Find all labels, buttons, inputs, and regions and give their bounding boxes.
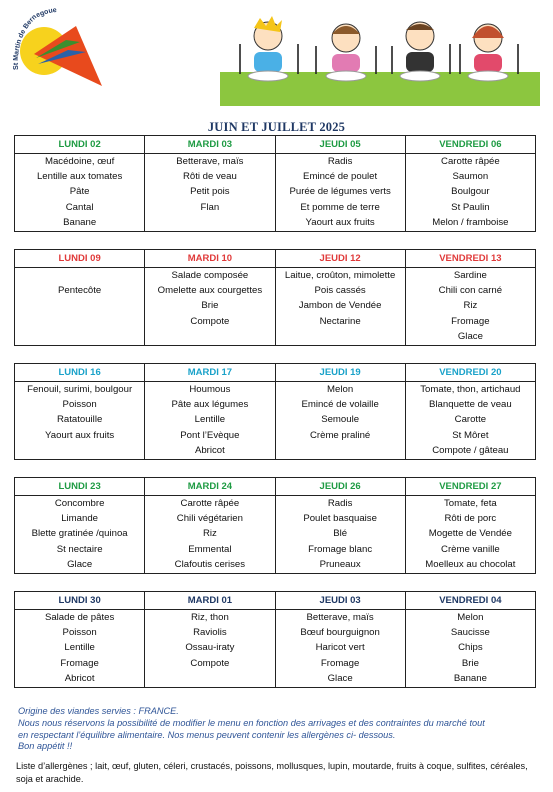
day-menu-cell [145,610,275,688]
school-logo [6,6,126,94]
menu-item: Fromage [451,315,490,327]
menu-item: Carotte râpée [180,498,240,509]
menu-item: Pâte aux légumes [171,399,249,411]
week-menu-row [15,610,536,688]
menu-item: St nectaire [56,543,103,555]
week-header-row [15,136,536,154]
menu-item: Lentille [64,642,95,654]
menu-item: Emmental [188,543,232,555]
menu-item: Emincé de poulet [303,171,378,183]
day-menu-cell [15,268,145,346]
menu-item: Rôti de porc [444,513,497,525]
menu-item: Limande [61,513,99,525]
day-header: VENDREDI 13 [405,250,535,268]
menu-item: Pruneaux [319,558,361,570]
day-header: LUNDI 02 [15,136,145,154]
menu-item: Crème praliné [309,429,371,441]
menu-item: Lentille aux tomates [36,171,123,183]
menu-item: Emincé de volaille [301,399,379,411]
menu-item: Crème vanille [441,543,500,555]
menu-item: Rôti de veau [182,171,237,183]
day-header: MARDI 03 [145,136,275,154]
reserve-note-line2: en respectant l’équilibre alimentaire. Nos menus peuvent contenir les allergènes ci- dessous. [18,729,396,740]
day-menu-cell [15,496,145,574]
kid-2 [326,24,366,81]
menu-item: Moelleux au chocolat [425,558,516,570]
logo-text: St Martin de Bernegoue [12,6,58,71]
menu-item: Mogette de Vendée [428,528,512,540]
week-table [14,363,536,460]
menu-item: Fromage [320,657,360,669]
menu-item: Fromage [60,657,99,669]
footer-notes [18,706,538,753]
week-table [14,477,536,574]
week-menu-row [15,382,536,460]
menu-item: Tomate, feta [443,498,497,509]
menu-item: Sardine [453,270,487,281]
day-header: MARDI 10 [145,250,275,268]
menu-item: Glace [457,330,483,342]
menu-item: Abricot [194,444,225,456]
menu-item: Petit pois [190,186,230,198]
menu-item: Banane [63,216,97,228]
week-table [14,249,536,346]
day-menu-cell [275,154,405,232]
menu-item: Riz [463,300,478,312]
menu-item: Salade de pâtes [44,612,115,623]
day-menu-cell [405,268,535,346]
day-menu-cell [275,268,405,346]
day-header: VENDREDI 04 [405,592,535,610]
menu-item: Semoule [321,414,360,426]
menu-item: Clafoutis cerises [174,558,246,570]
menu-item: Ossau-iraty [185,642,235,654]
week-menu-row [15,268,536,346]
day-header: JEUDI 19 [275,364,405,382]
day-menu-cell [275,496,405,574]
menu-item: Macédoine, œuf [44,156,115,167]
kid-3 [400,22,440,81]
day-header: LUNDI 09 [15,250,145,268]
menu-item: Abricot [64,672,95,684]
day-header: JEUDI 26 [275,478,405,496]
menu-item: Fenouil, surimi, boulgour [27,384,133,395]
menu-item: Poulet basquaise [303,513,377,525]
origin-note: Origine des viandes servies : FRANCE. [18,706,179,716]
kid-1 [248,16,288,81]
menu-item: Glace [327,672,353,684]
menu-item: Chili végétarien [176,513,243,525]
day-menu-cell [275,382,405,460]
menu-item: Purée de légumes verts [289,186,391,198]
day-header: MARDI 01 [145,592,275,610]
kid-4 [468,24,508,81]
menu-item: Lentille [194,414,226,426]
day-menu-cell [15,382,145,460]
menu-item: Raviolis [193,627,227,639]
week-table [14,591,536,688]
menu-item: Glace [67,558,93,570]
week-menu-row [15,154,536,232]
reserve-note-line1: Nous nous réservons la possibilité de modifier le menu en fonction des arrivages et des contraintes du marché tout [18,717,485,728]
menu-item: Compote [190,315,230,327]
menu-item: Fromage blanc [308,543,373,555]
menu-item: Concombre [54,498,105,509]
menu-item: Riz [202,528,217,540]
menu-item: Blé [333,528,348,540]
day-header: JEUDI 03 [275,592,405,610]
menu-item: Laitue, croûton, mimolette [284,270,396,281]
menu-item: Betterave, maïs [176,156,244,167]
week-menu-row [15,496,536,574]
week-header-row [15,250,536,268]
menu-item: Carotte râpée [441,156,500,167]
menu-item: Banane [453,672,487,684]
day-header: MARDI 24 [145,478,275,496]
menu-item: Et pomme de terre [300,201,380,213]
day-menu-cell [145,268,275,346]
menu-item: Poisson [62,627,97,639]
day-menu-cell [275,610,405,688]
day-menu-cell [405,496,535,574]
allergen-list: Liste d’allergènes ; lait, œuf, gluten, céleri, crustacés, poissons, mollusques, lupin, moutarde, fruits à coque, sulfites, céréales, soja et arachide. [16,761,528,784]
day-menu-cell [405,154,535,232]
menu-item: Pont l’Evèque [180,429,240,441]
day-menu-cell [405,610,535,688]
day-menu-cell [145,382,275,460]
menu-item: Saucisse [450,627,490,639]
menu-item: Compote [190,657,230,669]
day-menu-cell [15,154,145,232]
menu-item: Blanquette de veau [429,399,512,411]
menu-item: Betterave, maïs [306,612,374,623]
menu-item: Haricot vert [315,642,365,654]
menu-item: Chips [458,642,483,654]
bon-appetit-note: Bon appétit !! [18,741,73,752]
menu-item: Cantal [65,201,94,213]
menu-title: JUIN ET JUILLET 2025 [207,120,346,134]
children-illustration [220,14,540,106]
week-header-row [15,592,536,610]
menu-item: Omelette aux courgettes [157,285,263,297]
menu-item: Chili con carné [438,285,503,297]
menu-item: Compote / gâteau [432,444,509,456]
menu-item: Saumon [452,171,489,183]
day-menu-cell [145,154,275,232]
menu-item: Boulgour [451,186,490,198]
menu-item: St Paulin [451,201,490,213]
menu-item: Blette gratinée /quinoa [31,528,128,540]
menu-item: Pois cassés [314,285,366,297]
day-header: LUNDI 30 [15,592,145,610]
week-header-row [15,478,536,496]
menu-item: Riz, thon [190,612,229,623]
day-header: VENDREDI 27 [405,478,535,496]
menu-item: Yaourt aux fruits [305,216,375,228]
day-header: VENDREDI 20 [405,364,535,382]
menu-item: Poisson [62,399,97,411]
menu-item: Flan [200,201,220,213]
day-menu-cell [145,496,275,574]
menu-item: Jambon de Vendée [298,300,382,312]
menu-item: Ratatouille [56,414,103,426]
week-header-row [15,364,536,382]
menu-item: Brie [461,657,479,669]
menu-item: Houmous [189,384,231,395]
menu-item: Salade composée [171,270,249,281]
menu-item: Tomate, thon, artichaud [420,384,521,395]
day-header: LUNDI 23 [15,478,145,496]
day-header: JEUDI 05 [275,136,405,154]
day-header: LUNDI 16 [15,364,145,382]
day-menu-cell [405,382,535,460]
day-header: MARDI 17 [145,364,275,382]
menu-item: Yaourt aux fruits [45,429,115,441]
menu-item: Melon / framboise [432,216,509,228]
day-header: JEUDI 12 [275,250,405,268]
menu-item: St Môret [452,429,489,441]
menu-item: Nectarine [319,315,361,327]
menu-item: Pentecôte [58,285,102,297]
menu-item: Radis [327,498,353,509]
week-table [14,135,536,232]
menu-item: Radis [327,156,353,167]
menu-item: Melon [327,384,354,395]
menu-item: Carotte [454,414,487,426]
menu-item: Pâte [69,186,90,198]
menu-item: Bœuf bourguignon [300,627,380,639]
menu-item: Melon [457,612,484,623]
menu-item [15,268,144,283]
day-header: VENDREDI 06 [405,136,535,154]
menu-item: Brie [201,300,219,312]
day-menu-cell [15,610,145,688]
